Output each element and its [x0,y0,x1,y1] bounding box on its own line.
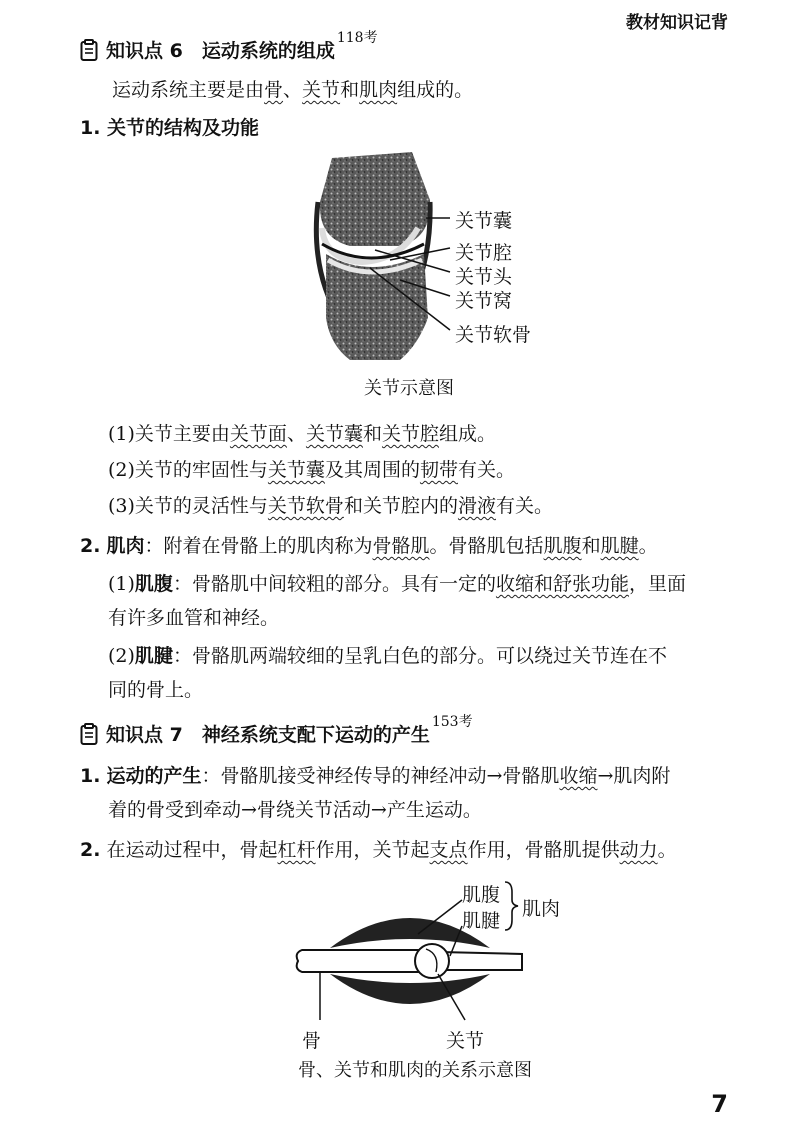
clipboard-icon [80,39,98,61]
key-term: 动力 [619,839,658,861]
text: 及其周围的 [324,459,420,481]
movement-origin-line-cont: 着的骨受到牵动→骨绕关节活动→产生运动。 [108,799,482,821]
text: ：骨骼肌两端较细的呈乳白色的部分。可以绕过关节连在不 [172,645,667,667]
text: (1) [108,573,135,595]
key-term: 肌腹 [543,535,582,557]
text: 。 [657,839,677,861]
movement-origin-line [80,764,670,788]
key-term: 肌肉 [359,79,398,101]
key-term: 骨 [264,79,284,101]
key-term: 关节腔 [381,423,439,445]
joint-head [415,944,449,978]
item-number: 1. [80,765,101,787]
text: 组成。 [439,423,497,445]
tendon-line-cont: 同的骨上。 [108,679,204,701]
text: 和 [362,423,382,445]
key-term: 肌腱 [600,535,639,557]
text: (2)关节的牢固性与 [108,459,268,481]
section-6-intro [112,78,473,102]
key-term: 关节软骨 [267,495,344,517]
item-number: 2. [80,839,101,861]
muscle-belly-line [108,572,686,596]
lower-muscle [330,974,490,1004]
section-6-exam-count: 118考 [336,30,378,46]
clipboard-icon [80,723,98,745]
key-term: 支点 [429,839,468,861]
joint-line-1 [108,422,496,446]
label-joint-cavity: 关节腔 [455,242,513,264]
key-term: 关节囊 [305,423,363,445]
item-heading: 运动的产生 [106,765,202,787]
label-joint-capsule: 关节囊 [455,210,513,232]
text: (1)关节主要由 [108,423,230,445]
section-7-exam-count: 153考 [431,714,473,730]
label-tendon: 肌腱 [462,910,501,932]
right-bone [440,952,522,970]
text: 、 [286,423,306,445]
text: ：骨骼肌接受神经传导的神经冲动→骨骼肌 [201,765,560,787]
key-term: 关节囊 [267,459,325,481]
label-joint-socket: 关节窝 [455,290,513,312]
section-6-title-text: 知识点 6 运动系统的组成 [106,40,335,62]
joint-line-2 [108,458,515,482]
text: 作用，骨骼肌提供 [467,839,620,861]
label-muscle: 肌肉 [522,898,561,920]
key-term: 杠杆 [277,839,316,861]
text: ，里面 [628,573,686,595]
text: 作用，关节起 [315,839,430,861]
section-7-title [80,714,473,747]
text: 。 [638,535,658,557]
brace [505,882,518,930]
left-bone [297,950,420,972]
bone-joint-muscle-diagram [290,870,550,1030]
text: 有关。 [495,495,553,517]
text: 有关。 [457,459,515,481]
joint-line-3 [108,494,553,518]
text: (3)关节的灵活性与 [108,495,268,517]
section-6-title [80,30,378,63]
label-joint: 关节 [446,1030,485,1052]
item-heading: 肌腹 [134,573,173,595]
key-term: 收缩和舒张功能 [495,573,629,595]
text: 。骨骼肌包括 [429,535,544,557]
key-term: 关节面 [229,423,287,445]
text: 和关节腔内的 [343,495,458,517]
header-label: 教材知识记背 [626,13,728,33]
text: 和 [340,79,360,101]
item-heading: 肌腱 [134,645,173,667]
key-term: 收缩 [559,765,598,787]
text: (2) [108,645,135,667]
text: 在运动过程中，骨起 [106,839,278,861]
label-muscle-belly: 肌腹 [462,884,501,906]
key-term: 滑液 [457,495,496,517]
bone-joint-muscle-caption: 骨、关节和肌肉的关系示意图 [298,1060,532,1081]
key-term: 关节 [302,79,341,101]
key-term: 骨骼肌 [372,535,430,557]
muscle-belly-line-cont: 有许多血管和神经。 [108,607,280,629]
section-7-title-text: 知识点 7 神经系统支配下运动的产生 [106,724,430,746]
key-term: 韧带 [419,459,458,481]
text: 、 [283,79,303,101]
text: 和 [581,535,601,557]
item-number: 2. [80,535,101,557]
label-joint-cartilage: 关节软骨 [455,324,532,346]
text: 组成的。 [397,79,474,101]
label-bone: 骨 [302,1030,322,1052]
label-joint-head: 关节头 [455,266,513,288]
movement-roles-line [80,838,677,862]
text: →肌肉附 [597,765,671,787]
tendon-line [108,644,667,668]
item-1-title: 1. 关节的结构及功能 [80,117,260,139]
muscle-definition [80,534,658,558]
joint-diagram-caption: 关节示意图 [364,378,454,399]
item-heading: 肌肉 [106,535,145,557]
text: ：骨骼肌中间较粗的部分。具有一定的 [172,573,496,595]
page-number: 7 [711,1090,728,1118]
text: 运动系统主要是由 [112,79,265,101]
text: ：附着在骨骼上的肌肉称为 [144,535,373,557]
